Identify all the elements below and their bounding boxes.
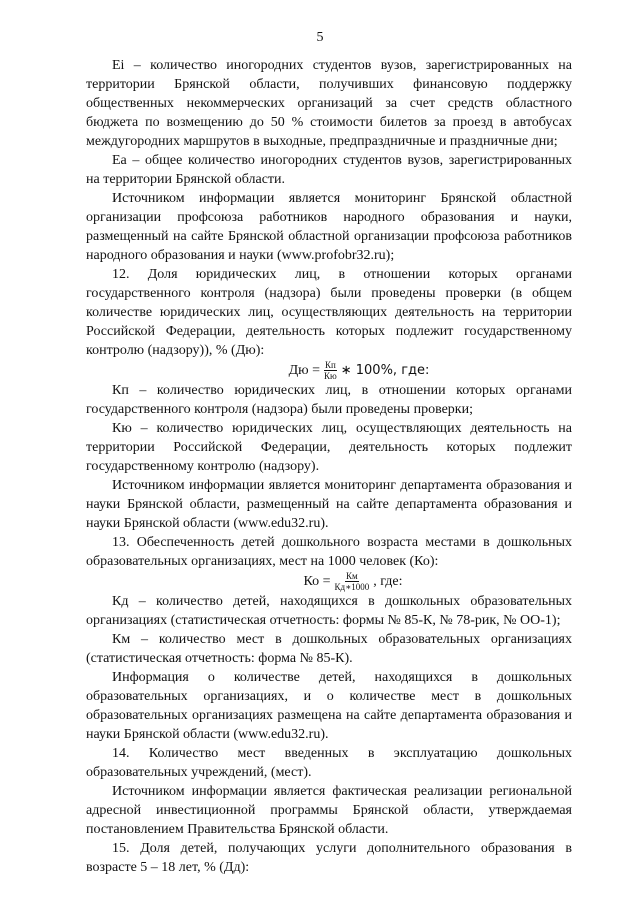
- paragraph-source-edu32: Источником информации является мониторинг департамента образования и науки Брянской области, размещенный на сайте департамента образования и науки Брянской области (www.edu32.ru).: [86, 478, 572, 531]
- paragraph-source-profobr: Источником информации является мониторинг Брянской областной организации профсоюза работников народного образования и науки, размещенный на сайте Брянской областной организации профсоюза работников народного образования и науки (www.profobr32.ru);: [86, 191, 572, 263]
- paragraph-info-placement: Информация о количестве детей, находящихся в дошкольных образовательных организациях, и о количестве мест в дошкольных образовательных организациях размещена на сайте департамента образования и науки Брянской области (www.edu32.ru).: [86, 670, 572, 742]
- formula-dyu-numerator: Кп: [324, 360, 336, 370]
- paragraph-km-definition: Км – количество мест в дошкольных образовательных организациях (статистическая отчетность: форма № 85-К).: [86, 632, 572, 666]
- formula-ko: [134, 571, 572, 592]
- paragraph-kyu-definition: Кю – количество юридических лиц, осуществляющих деятельность на территории Российской Федерации, деятельность которых подлежит государственному контролю (надзору).: [86, 421, 572, 474]
- formula-ko-lhs: Ко =: [303, 574, 331, 589]
- paragraph-item-12: 12. Доля юридических лиц, в отношении которых органами государственного контроля (надзора) были проведены проверки (в общем количестве юридических лиц, осуществляющих деятельность на территории Российской Федерации, деятельность которых подлежит государственному контролю (надзору)), % (Дю):: [86, 267, 572, 358]
- paragraph-item-15: 15. Доля детей, получающих услуги дополнительного образования в возрасте 5 – 18 лет, % (Дд):: [86, 841, 572, 875]
- document-body: [86, 56, 572, 877]
- formula-ko-rhs: , где:: [373, 574, 403, 589]
- paragraph-item-14: 14. Количество мест введенных в эксплуатацию дошкольных образовательных учреждений, (мест).: [86, 746, 572, 780]
- paragraph-kp-definition: Кп – количество юридических лиц, в отношении которых органами государственного контроля (надзора) были проведены проверки;: [86, 383, 572, 417]
- paragraph-item-13: 13. Обеспеченность детей дошкольного возраста местами в дошкольных образовательных организациях, мест на 1000 человек (Ко):: [86, 535, 572, 569]
- page-number: 5: [316, 30, 324, 45]
- paragraph-ea-definition: Еа – общее количество иногородних студентов вузов, зарегистрированных на территории Брянской области.: [86, 153, 572, 187]
- formula-dyu: [146, 360, 572, 381]
- formula-dyu-rhs: ∗ 100%, где:: [340, 363, 430, 378]
- formula-dyu-lhs: Дю =: [288, 363, 320, 378]
- paragraph-kd-definition: Кд – количество детей, находящихся в дошкольных образовательных организациях (статистическая отчетность: формы № 85-К, № 78-рик, № ОО-1);: [86, 594, 572, 628]
- formula-ko-denominator: Кд∗1000: [334, 582, 370, 592]
- formula-ko-numerator: Км: [346, 571, 358, 581]
- paragraph-ei-definition: Ei – количество иногородних студентов вузов, зарегистрированных на территории Брянской области, получивших финансовую поддержку общественных некоммерческих организаций за счет средств областного бюджета по возмещению до 50 % стоимости билетов за проезд в автобусах междугородних маршрутов в выходные, предпраздничные и праздничные дни;: [86, 58, 572, 149]
- formula-dyu-denominator: Кю: [324, 371, 337, 381]
- formula-dyu-fraction: [323, 360, 338, 381]
- paragraph-source-investment: Источником информации является фактическая реализации региональной адресной инвестиционной программы Брянской области, утверждаемая постановлением Правительства Брянской области.: [86, 784, 572, 837]
- formula-ko-fraction: [334, 571, 371, 592]
